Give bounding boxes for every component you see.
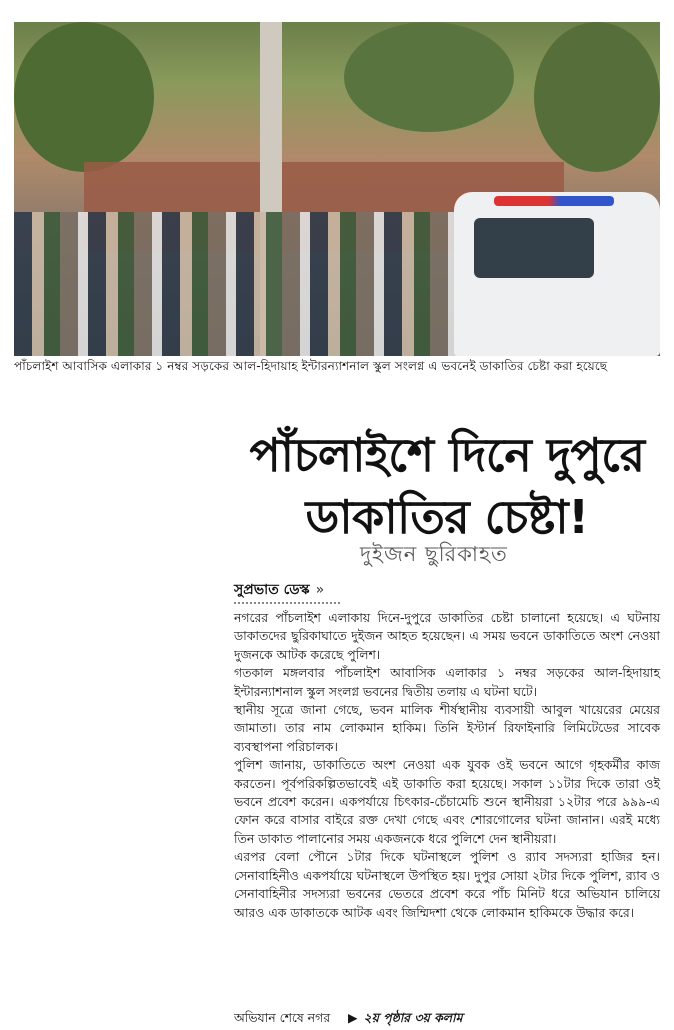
- article-body: [234, 609, 660, 922]
- article-paragraph: নগরের পাঁচলাইশ এলাকায় দিনে-দুপুরে ডাকাতির চেষ্টা চালানো হয়েছে। এ ঘটনায় ডাকাতদের ছুরিকাঘাতে দুইজন আহত হয়েছেন। এ সময় ভবনে ডাকাতিতে অংশ নেওয়া দুজনকে আটক করেছে পুলিশ।: [234, 610, 660, 662]
- article-paragraph: গতকাল মঙ্গলবার পাঁচলাইশ আবাসিক এলাকার ১ নম্বর সড়কের আল-হিদায়াহ ইন্টারন্যাশনাল স্কুল সংলগ্ন ভবনের দ্বিতীয় তলায় এ ঘটনা ঘটে।: [234, 665, 660, 699]
- headline-line-2: ডাকাতির চেষ্টা!: [305, 490, 589, 544]
- continuation-reference: ২য় পৃষ্ঠার ৩য় কলাম: [363, 1010, 463, 1025]
- desk-label: সুপ্রভাত ডেস্ক: [234, 582, 310, 598]
- headline-line-1: পাঁচলাইশে দিনে দুপুরে: [249, 428, 645, 482]
- continue-arrow-icon: ▶: [348, 1010, 358, 1025]
- photo-caption: পাঁচলাইশ আবাসিক এলাকার ১ নম্বর সড়কের আল-হিদায়াহ ইন্টারন্যাশনাল স্কুল সংলগ্ন এ ভবনেই ডাকাতির চেষ্টা করা হয়েছে: [14, 359, 608, 373]
- desk-chevron-icon: »: [315, 582, 325, 598]
- article-paragraph: পুলিশ জানায়, ডাকাতিতে অংশ নেওয়া এক যুবক ওই ভবনে আগে গৃহকর্মীর কাজ করতেন। পূর্বপরিকল্পিতভাবেই এই ডাকাতি করা হয়েছে। সকাল ১১টার দিকে তারা ওই ভবনে প্রবেশ করেন। একপর্যায়ে চিৎকার-চেঁচামেচি শুনে স্থানীয়রা ১২টার পরে ৯৯৯-এ ফোন করে বাসার বাইরে রক্ত দেখা গেছে এবং শোরগোলের ঘটনা জানান। এরই মধ্যে তিন ডাকাত পালানোর সময় একজনকে ধরে পুলিশে দেন স্থানীয়রা।: [234, 757, 660, 846]
- article-paragraph: স্থানীয় সূত্রে জানা গেছে, ভবন মালিক শীর্ষস্থানীয় ব্যবসায়ী আবুল খায়েরের মেয়ের জামাতা। তার নাম লোকমান হাকিম। তিনি ইস্টার্ন রিফাইনারি লিমিটেডের সাবেক ব্যবস্থাপনা পরিচালক।: [234, 702, 660, 754]
- continuation-line: [234, 1010, 660, 1026]
- desk-divider: [234, 602, 340, 604]
- continuation-lead: অভিযান শেষে নগর: [234, 1010, 331, 1025]
- subheadline: দুইজন ছুরিকাহত: [360, 542, 508, 566]
- article-paragraph: এরপর বেলা পৌনে ১টার দিকে ঘটনাস্থলে পুলিশ ও র‍্যাব সদস্যরা হাজির হন। সেনাবাহিনীও একপর্যায়ে ঘটনাস্থলে উপস্থিত হয়। দুপুর সোয়া ২টার দিকে পুলিশ, র‍্যাব ও সেনাবাহিনীর সদস্যরা ভবনের ভেতরে প্রবেশ করে পাঁচ মিনিট ধরে অভিযান চালিয়ে আরও এক ডাকাতকে আটক এবং জিম্মিদশা থেকে লোকমান হাকিমকে উদ্ধার করে।: [234, 849, 660, 920]
- desk-byline: [234, 578, 324, 602]
- headline: [232, 424, 662, 548]
- news-photo: [14, 22, 660, 356]
